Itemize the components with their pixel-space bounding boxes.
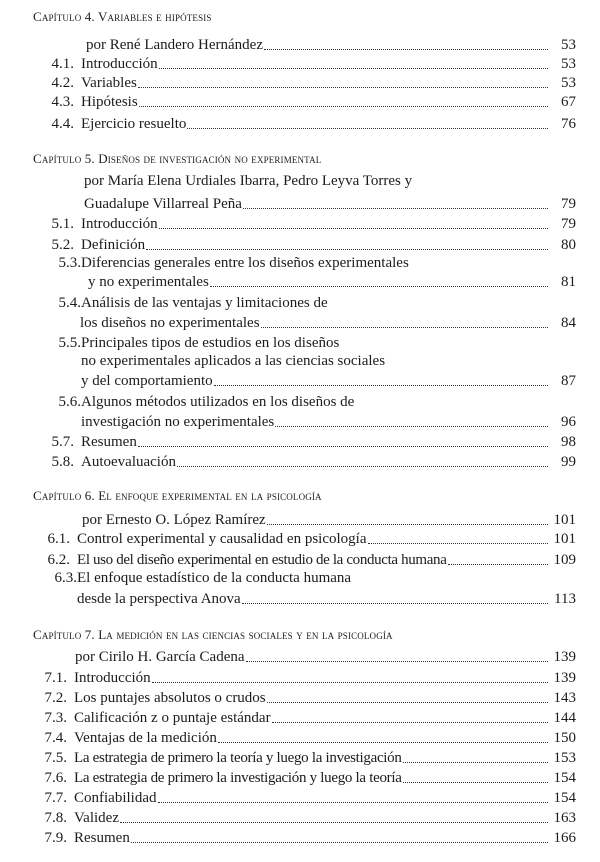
chapter-heading: Capítulo 5. Diseños de investigación no experimental	[33, 151, 322, 166]
toc-entry	[37, 708, 576, 727]
section-title-line: Principales tipos de estudios en los diseños	[81, 335, 340, 351]
section-number: 4.2.	[51, 75, 74, 91]
section-number: 4.3.	[51, 94, 74, 110]
section-number: 5.6.	[58, 394, 81, 410]
section-number: 7.5.	[44, 750, 67, 766]
page-number: 154	[553, 770, 576, 786]
toc-entry	[44, 432, 576, 451]
page-number: 101	[553, 512, 576, 528]
section-number: 7.9.	[44, 830, 67, 846]
toc-entry	[44, 371, 576, 390]
author-name: por Cirilo H. García Cadena	[75, 649, 245, 665]
toc-entry	[40, 589, 576, 608]
section-title-line: no experimentales aplicados a las ciencias sociales	[81, 353, 386, 369]
page-number: 153	[553, 750, 576, 766]
page-number: 87	[561, 373, 576, 389]
page-number: 139	[553, 670, 576, 686]
section-title: Resumen	[74, 830, 130, 846]
page-number: 53	[561, 56, 576, 72]
section-title: Introducción	[74, 670, 151, 686]
toc-entry	[37, 748, 576, 767]
chapter-heading: Capítulo 6. El enfoque experimental en la psicología	[33, 488, 322, 503]
toc-entry	[43, 313, 576, 332]
page-number: 84	[561, 315, 576, 331]
section-number: 6.1.	[47, 531, 70, 547]
chapter-author-row	[54, 194, 576, 213]
section-title: Confiabilidad	[74, 790, 157, 806]
section-number: 5.8.	[51, 454, 74, 470]
page-number: 76	[561, 116, 576, 132]
toc-entry	[37, 808, 576, 827]
section-title: Calificación z o puntaje estándar	[74, 710, 271, 726]
toc-entry	[37, 668, 576, 687]
section-number: 4.4.	[51, 116, 74, 132]
toc-entry	[44, 54, 576, 73]
section-number: 7.3.	[44, 710, 67, 726]
author-name: Guadalupe Villarreal Peña	[84, 196, 242, 212]
chapter-author-row	[45, 510, 576, 529]
toc-entry	[37, 768, 576, 787]
author-line: por María Elena Urdiales Ibarra, Pedro Leyva Torres y	[84, 173, 413, 189]
section-number: 6.2.	[47, 552, 70, 568]
section-title: y no experimentales	[88, 274, 209, 290]
page-number: 139	[553, 649, 576, 665]
toc-entry	[40, 529, 576, 548]
chapter-heading: Capítulo 7. La medición en las ciencias sociales y en la psicología	[33, 627, 393, 642]
toc-entry	[44, 92, 576, 111]
section-title: Validez	[74, 810, 119, 826]
section-number: 5.4.	[58, 295, 81, 311]
section-number: 5.2.	[51, 237, 74, 253]
toc-entry	[44, 114, 576, 133]
section-title: Control experimental y causalidad en psicología	[77, 531, 367, 547]
section-title-line: Diferencias generales entre los diseños experimentales	[81, 255, 409, 271]
toc-entry	[51, 272, 576, 291]
section-number: 5.5.	[58, 335, 81, 351]
toc-entry	[44, 235, 576, 254]
section-title: Variables	[81, 75, 137, 91]
chapter-heading: Capítulo 4. Variables e hipótesis	[33, 9, 212, 24]
page-number: 143	[553, 690, 576, 706]
section-title: Definición	[81, 237, 146, 253]
page-number: 101	[553, 531, 576, 547]
section-title: desde la perspectiva Anova	[77, 591, 241, 607]
page-number: 150	[553, 730, 576, 746]
section-title: Ventajas de la medición	[74, 730, 217, 746]
toc-entry	[44, 214, 576, 233]
section-title: Resumen	[81, 434, 137, 450]
section-title: El uso del diseño experimental en estudio de la conducta humana	[77, 552, 447, 568]
section-number: 7.8.	[44, 810, 67, 826]
toc-entry	[37, 728, 576, 747]
page-number: 53	[561, 37, 576, 53]
chapter-author-row	[38, 647, 576, 666]
section-title: La estrategia de primero la teoría y luego la investigación	[74, 750, 402, 766]
toc-entry	[37, 688, 576, 707]
author-name: por Ernesto O. López Ramírez	[82, 512, 266, 528]
chapter-author-row	[56, 35, 576, 54]
page-number: 96	[561, 414, 576, 430]
section-title: y del comportamiento	[81, 373, 213, 389]
section-title: los diseños no experimentales	[80, 315, 260, 331]
toc-entry	[37, 828, 576, 847]
section-title: Los puntajes absolutos o crudos	[74, 690, 266, 706]
page-number: 67	[561, 94, 576, 110]
section-number: 7.2.	[44, 690, 67, 706]
section-title-line: El enfoque estadístico de la conducta humana	[77, 570, 352, 586]
section-title: Hipótesis	[81, 94, 138, 110]
page-number: 79	[561, 216, 576, 232]
page-number: 166	[553, 830, 576, 846]
page-number: 80	[561, 237, 576, 253]
page-number: 113	[554, 591, 576, 607]
section-number: 7.1.	[44, 670, 67, 686]
page-number: 98	[561, 434, 576, 450]
section-title: investigación no experimentales	[81, 414, 275, 430]
page-number: 81	[561, 274, 576, 290]
toc-entry	[44, 452, 576, 471]
toc-entry	[37, 788, 576, 807]
section-number: 7.6.	[44, 770, 67, 786]
section-number: 4.1.	[51, 56, 74, 72]
page-number: 144	[553, 710, 576, 726]
toc-entry	[44, 73, 576, 92]
section-title-line: Análisis de las ventajas y limitaciones de	[81, 295, 328, 311]
section-title: Introducción	[81, 216, 158, 232]
page-number: 79	[561, 196, 576, 212]
section-title: Introducción	[81, 56, 158, 72]
section-number: 7.7.	[44, 790, 67, 806]
section-title: Ejercicio resuelto	[81, 116, 187, 132]
section-number: 5.3.	[58, 255, 81, 271]
section-title: Autoevaluación	[81, 454, 176, 470]
page-number: 154	[553, 790, 576, 806]
page-number: 163	[553, 810, 576, 826]
author-name: por René Landero Hernández	[86, 37, 263, 53]
toc-entry	[40, 550, 576, 569]
page-number: 109	[553, 552, 576, 568]
page-number: 53	[561, 75, 576, 91]
section-title: La estrategia de primero la investigación y luego la teoría	[74, 770, 402, 786]
section-number: 7.4.	[44, 730, 67, 746]
section-number: 6.3.	[54, 570, 77, 586]
page-number: 99	[561, 454, 576, 470]
section-number: 5.7.	[51, 434, 74, 450]
toc-entry	[44, 412, 576, 431]
section-title-line: Algunos métodos utilizados en los diseños de	[81, 394, 355, 410]
section-number: 5.1.	[51, 216, 74, 232]
